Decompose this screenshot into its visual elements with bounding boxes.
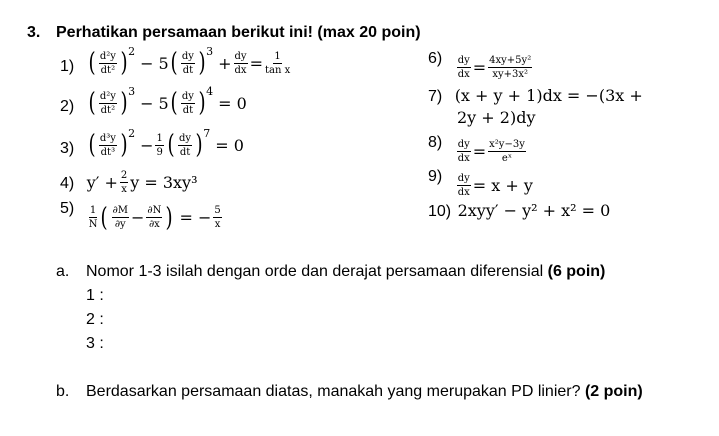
frac-den: dt [182,64,194,76]
equation-label: 3) [60,140,75,157]
equation-label: 1) [60,58,75,75]
operator: = − [179,208,212,227]
exponent: 2 [128,126,136,140]
frac-num: dy [457,173,470,184]
frac-den: x [121,184,127,195]
frac-den: tan x [264,64,291,76]
frac-num: ∂N [147,205,162,216]
equation-label: 10) [428,203,452,220]
equation-label: 2) [60,98,75,115]
equation-label: 5) [60,200,75,217]
answer-line-2: 2 : [86,311,104,328]
equation-7-line-1: (x + y + 1)dx = −(3x + [454,86,643,105]
equation-2: 2) ( $\frac{\text{d²y}}{\text{dt²}}$ ) 3 − 5 ( $\frac{dy}{dt}$ ) 4 = 0 [60,84,247,118]
equation-4 [60,170,198,195]
frac-num: d²y [99,50,116,62]
frac-den: ∂x [148,219,160,230]
frac-num: 5 [214,205,221,216]
frac-den: dt [179,146,191,158]
equation-label: 7) [428,88,443,105]
frac-num: 2 [120,170,128,181]
part-a-points: (6 poin) [547,263,606,280]
frac-num: x²y−3y [489,139,525,150]
operator: = 0 [218,93,247,113]
frac-den: dt² [100,64,116,76]
operator: = [249,53,263,73]
equation-8 [428,134,528,164]
question-number: 3. [27,24,41,41]
frac-den: dt³ [100,146,116,158]
frac-num: dy [181,50,194,62]
exponent: 2 [128,44,136,58]
equation-3: 3) ( $\frac{\text{d³y}}{\text{dt³}}$ ) 2 − $\frac{1}{9}$ ( $\frac{dy}{dt}$ ) 7 = 0 [60,126,244,160]
exponent: 3 [128,84,136,98]
part-b-label: b. [56,383,70,400]
question-title: Perhatikan persamaan berikut ini! (max 20 poin) [56,24,421,41]
frac-den: 9 [156,146,163,158]
frac-den: xy+3x² [492,69,529,80]
frac-den: x [214,219,221,230]
operator: − [131,208,145,227]
frac-num: 4xy+5y² [489,55,532,66]
equation-10 [428,201,610,221]
term: = x + y [472,176,533,195]
equation-1: 1) ( $\frac{\text{d²y}}{\text{dt²}}$ ) 2 − 5 ( $\frac{dy}{dt}$ ) 3 + $\frac{dy}{dx}$ = $\frac{1}{\text{tan x}}$ [60,44,291,78]
exponent: 7 [203,126,211,140]
frac-num: 1 [89,205,97,216]
frac-num: dy [457,55,470,66]
frac-num: dy [457,139,470,150]
frac-den: eˣ [501,153,513,164]
frac-num: 1 [156,132,163,144]
term: − 5 [140,93,169,113]
part-a-question [86,263,605,281]
frac-den: dx [234,64,247,76]
equation-6 [428,50,534,80]
frac-den: dt [182,104,194,116]
part-a-label: a. [56,263,70,280]
operator: = [472,58,487,77]
frac-num: dy [234,50,247,62]
equation-label: 9) [428,168,443,185]
equation-label: 4) [60,175,75,192]
operator: − [140,135,154,155]
frac-num: 1 [274,50,281,62]
equation-5: 5) $\frac{1}{N}$ ( $\frac{\partial M}{\partial y}$ − $\frac{\partial N}{\partial x}$ ) = − $\frac{5}{x}$ [60,200,221,233]
frac-den: dx [457,187,470,198]
frac-num: d³y [99,132,116,144]
part-b-text: Berdasarkan persamaan diatas, manakah yang merupakan PD linier? [86,383,585,400]
frac-den: ∂y [114,219,126,230]
term: y′ + [86,173,118,192]
frac-num: dy [181,90,194,102]
answer-line-1: 1 : [86,287,104,304]
part-b-question [86,383,643,401]
exponent: 3 [206,44,214,58]
frac-den: dx [457,69,470,80]
frac-den: N [88,219,98,230]
frac-den: dx [457,153,470,164]
term: − 5 [140,53,169,73]
operator: = 0 [215,135,244,155]
operator: + [218,53,232,73]
equation-10-body: 2xyy′ − y² + x² = 0 [457,201,611,220]
equation-9 [428,168,533,198]
part-b-points: (2 poin) [584,383,643,400]
answer-line-3: 3 : [86,335,104,352]
exponent: 4 [206,84,214,98]
frac-num: ∂M [112,205,129,216]
equation-7 [428,86,643,106]
frac-num: d²y [99,90,116,102]
term: y = 3xy³ [130,173,198,192]
equation-label: 6) [428,50,443,67]
frac-den: dt² [100,104,116,116]
operator: = [472,142,487,161]
equation-7-line-2: 2y + 2)dy [457,108,536,127]
equation-label: 8) [428,134,443,151]
frac-num: dy [179,132,192,144]
part-a-text: Nomor 1-3 isilah dengan orde dan derajat persamaan diferensial [86,263,548,280]
